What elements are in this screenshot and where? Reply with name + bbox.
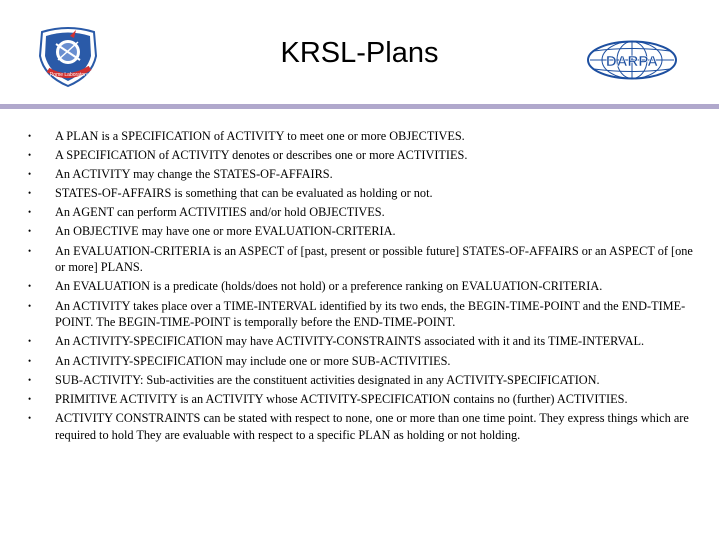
bullet-text: SUB-ACTIVITY: Sub-activities are the constituent activities designated in any ACTIVITY-SPECIFICATION. (55, 372, 600, 387)
bullet-marker: • (28, 226, 32, 237)
left-logo-text: Rome Laboratory (49, 72, 89, 78)
bullet-item (0, 372, 719, 389)
bullet-item (0, 223, 719, 240)
bullet-item (0, 185, 719, 202)
bullet-text: An EVALUATION-CRITERIA is an ASPECT of [past, present or possible future] STATES-OF-AFFAIRS or an ASPECT of [one or more] PLANS. (55, 243, 693, 275)
bullet-item (0, 166, 719, 183)
bullet-marker: • (28, 393, 32, 404)
bullet-text: PRIMITIVE ACTIVITY is an ACTIVITY whose ACTIVITY-SPECIFICATION contains no (further) ACTIVITIES. (55, 391, 628, 406)
bullet-item (0, 204, 719, 221)
bullet-marker: • (28, 245, 32, 256)
bullet-text: A PLAN is a SPECIFICATION of ACTIVITY to meet one or more OBJECTIVES. (55, 129, 465, 143)
bullet-marker: • (28, 374, 32, 385)
bullet-text: STATES-OF-AFFAIRS is something that can be evaluated as holding or not. (55, 186, 433, 201)
bullet-marker: • (28, 300, 32, 311)
bullet-text: A SPECIFICATION of ACTIVITY denotes or describes one or more ACTIVITIES. (55, 148, 468, 163)
bullet-marker: • (28, 207, 32, 218)
air-force-lab-shield-icon (36, 26, 100, 88)
bullet-item (0, 298, 719, 332)
bullet-marker: • (28, 131, 32, 141)
bullet-marker: • (28, 355, 32, 366)
bullet-item (0, 333, 719, 350)
bullet-item (0, 278, 719, 295)
title-divider (0, 104, 719, 109)
bullet-item (0, 147, 719, 164)
bullet-item (0, 391, 719, 408)
bullet-marker: • (28, 150, 32, 161)
bullet-marker: • (28, 188, 32, 199)
bullet-marker: • (28, 281, 32, 292)
bullet-item (0, 410, 719, 444)
bullet-marker: • (28, 169, 32, 180)
bullet-text: An AGENT can perform ACTIVITIES and/or hold OBJECTIVES. (55, 205, 385, 220)
darpa-logo-text: DARPA (605, 53, 659, 70)
bullet-text: An ACTIVITY-SPECIFICATION may have ACTIVITY-CONSTRAINTS associated with it and its TIME-INTERVAL. (55, 334, 645, 349)
bullet-item (0, 243, 719, 277)
darpa-globe-logo-icon (586, 40, 678, 80)
bullet-text: An ACTIVITY takes place over a TIME-INTERVAL identified by its two ends, the BEGIN-TIME-POINT and the END-TIME-POINT. The BEGIN-TIME-POINT is temporally before the END-TIME-POINT. (55, 298, 686, 330)
bullet-marker: • (28, 336, 32, 347)
bullet-text: An ACTIVITY may change the STATES-OF-AFFAIRS. (55, 167, 333, 182)
bullet-item (0, 128, 719, 145)
page-title: KRSL-Plans (280, 37, 439, 69)
bullet-list (0, 128, 719, 446)
bullet-text: An OBJECTIVE may have one or more EVALUATION-CRITERIA. (55, 224, 396, 239)
bullet-text: ACTIVITY CONSTRAINTS can be stated with respect to none, one or more than one time point. They express things which are required to hold They are evaluable with respect to a specific PLAN as holding or not holding. (55, 410, 689, 442)
bullet-text: An ACTIVITY-SPECIFICATION may include one or more SUB-ACTIVITIES. (55, 353, 451, 368)
bullet-item (0, 353, 719, 370)
bullet-marker: • (28, 412, 32, 423)
bullet-text: An EVALUATION is a predicate (holds/does not hold) or a preference ranking on EVALUATION-CRITERIA. (55, 279, 603, 294)
